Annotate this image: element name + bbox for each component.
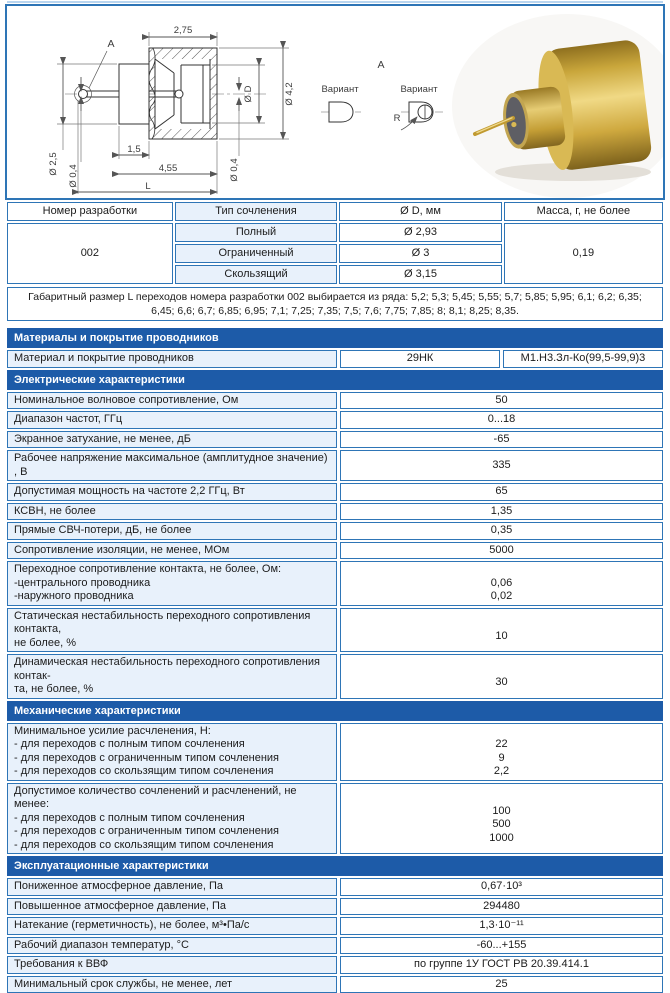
dim-1-5-label: 1,5 xyxy=(127,144,140,155)
spec-value-line xyxy=(345,563,658,577)
spec-label-line: - для переходов с ограниченным типом сочленения xyxy=(14,825,330,839)
section-view xyxy=(65,48,269,139)
table-row xyxy=(7,223,663,242)
callout-a-label: А xyxy=(107,38,114,50)
spec-value-cell: 335 xyxy=(340,450,663,481)
spec-value-cell: 0...18 xyxy=(340,411,663,429)
spec-label-line: - для переходов со скользящим типом сочленения xyxy=(14,839,330,853)
spec-value-cell: -60...+155 xyxy=(340,937,663,955)
spec-value-line: 22 xyxy=(345,738,658,752)
spec-label-line: -центрального проводника xyxy=(14,577,330,591)
spec-value-line: 30 xyxy=(345,676,658,690)
dim-4-55-label: 4,55 xyxy=(159,163,178,174)
spec-value-cell: по группе 1У ГОСТ РВ 20.39.414.1 xyxy=(340,956,663,974)
spec-value-cell: 5000 xyxy=(340,542,663,560)
dev-number-cell: 002 xyxy=(7,223,173,284)
technical-drawing-panel xyxy=(5,4,665,200)
spec-row xyxy=(7,392,663,410)
spec-label-cell xyxy=(7,608,337,653)
spec-label-line: Допустимое количество сочленений и расчленений, не менее: xyxy=(14,785,330,812)
spec-label-cell: Материал и покрытие проводников xyxy=(7,350,337,368)
dim-4-2-label: Ø 4,2 xyxy=(284,82,295,105)
spec-value-line xyxy=(345,725,658,739)
radius-label: R xyxy=(394,113,401,124)
spec-value-line: 1000 xyxy=(345,832,658,846)
spec-value-cell: 29НК xyxy=(340,350,500,368)
spec-value-line: 2,2 xyxy=(345,765,658,779)
spec-section-header: Материалы и покрытие проводников xyxy=(7,328,663,348)
diameter-cell: Ø 3,15 xyxy=(339,265,502,284)
spec-label-cell: Экранное затухание, не менее, дБ xyxy=(7,431,337,449)
variant-2-label: Вариант xyxy=(400,84,438,95)
spec-label-cell: КСВН, не более xyxy=(7,503,337,521)
spec-label-line: - для переходов с полным типом сочленения xyxy=(14,738,330,752)
spec-label-line: -наружного проводника xyxy=(14,590,330,604)
spec-label-cell: Номинальное волновое сопротивление, Ом xyxy=(7,392,337,410)
spec-label-line: Динамическая нестабильность переходного сопротивления контак- xyxy=(14,656,330,683)
spec-section-header: Эксплуатационные характеристики xyxy=(7,856,663,876)
spec-label-line: Минимальное усилие расчленения, Н: xyxy=(14,725,330,739)
spec-value-cell: 50 xyxy=(340,392,663,410)
spec-value-line: 0,02 xyxy=(345,590,658,604)
connector-photo xyxy=(452,14,663,198)
spec-label-cell xyxy=(7,723,337,781)
spec-label-cell xyxy=(7,654,337,699)
dim-d-label: Ø D xyxy=(243,85,254,102)
header-dev-number: Номер разработки xyxy=(7,202,173,221)
spec-value-cell xyxy=(340,561,663,606)
spec-row xyxy=(7,431,663,449)
spec-value-cell: 1,35 xyxy=(340,503,663,521)
spec-value-cell xyxy=(340,723,663,781)
spec-value-cell xyxy=(340,783,663,855)
spec-value-cell: 65 xyxy=(340,483,663,501)
spec-label-cell: Рабочее напряжение максимальное (амплитудное значение) , В xyxy=(7,450,337,481)
spec-value-cell: 25 xyxy=(340,976,663,993)
spec-value-line xyxy=(345,791,658,805)
spec-row xyxy=(7,522,663,540)
variants-table-header-row xyxy=(7,202,663,221)
spec-row xyxy=(7,608,663,653)
header-diameter: Ø D, мм xyxy=(339,202,502,221)
spec-value-cell: М1.Н3.Зл-Ко(99,5-99,9)3 xyxy=(503,350,663,368)
dim-0-4-right-label: Ø 0,4 xyxy=(229,158,240,181)
inner-contact-ball xyxy=(175,90,183,98)
view-a-label: А xyxy=(377,59,384,71)
spec-label-cell: Требования к ВВФ xyxy=(7,956,337,974)
header-mass: Масса, г, не более xyxy=(504,202,663,221)
spec-label-line: не более, % xyxy=(14,637,330,651)
spec-value-cell: 0,35 xyxy=(340,522,663,540)
spec-section-header: Механические характеристики xyxy=(7,701,663,721)
spec-row xyxy=(7,898,663,916)
spec-row xyxy=(7,450,663,481)
front-cylinder xyxy=(119,64,149,124)
variants-table xyxy=(5,200,665,286)
header-coupling-type: Тип сочленения xyxy=(175,202,338,221)
coupling-type-cell: Скользящий xyxy=(175,265,338,284)
spec-table xyxy=(7,328,663,993)
variant-1-label: Вариант xyxy=(321,84,359,95)
spec-value-line: 9 xyxy=(345,752,658,766)
spec-row xyxy=(7,483,663,501)
spec-label-cell: Допустимая мощность на частоте 2,2 ГГц, Вт xyxy=(7,483,337,501)
variant-1-shape xyxy=(329,102,353,122)
dim-2-75-label: 2,75 xyxy=(174,25,193,36)
spec-value-line xyxy=(345,663,658,677)
variant-views xyxy=(321,59,443,130)
spec-label-cell xyxy=(7,561,337,606)
spec-label-cell xyxy=(7,783,337,855)
spec-value-line: 0,06 xyxy=(345,577,658,591)
spec-label-line: - для переходов со скользящим типом сочленения xyxy=(14,765,330,779)
spec-value-line: 500 xyxy=(345,818,658,832)
spec-label-cell: Прямые СВЧ-потери, дБ, не более xyxy=(7,522,337,540)
spec-label-cell: Диапазон частот, ГГц xyxy=(7,411,337,429)
spec-row xyxy=(7,956,663,974)
spec-row xyxy=(7,561,663,606)
spec-row xyxy=(7,783,663,855)
spec-row xyxy=(7,542,663,560)
spec-value-line: 10 xyxy=(345,630,658,644)
spec-row xyxy=(7,976,663,993)
spec-label-cell: Сопротивление изоляции, не менее, МОм xyxy=(7,542,337,560)
spec-value-cell: 0,67·10³ xyxy=(340,878,663,896)
mass-cell: 0,19 xyxy=(504,223,663,284)
spec-value-cell: 1,3·10⁻¹¹ xyxy=(340,917,663,935)
dim-2-5-label: Ø 2,5 xyxy=(48,152,59,175)
spec-row xyxy=(7,411,663,429)
spec-row xyxy=(7,878,663,896)
page-top-accent-line xyxy=(7,1,663,3)
spec-label-cell: Рабочий диапазон температур, °С xyxy=(7,937,337,955)
spec-row xyxy=(7,723,663,781)
spec-row xyxy=(7,350,663,368)
spec-label-cell: Пониженное атмосферное давление, Па xyxy=(7,878,337,896)
spec-value-cell: 294480 xyxy=(340,898,663,916)
spec-label-line: Статическая нестабильность переходного сопротивления контакта, xyxy=(14,610,330,637)
center-pin xyxy=(83,91,119,97)
spec-label-line: - для переходов с полным типом сочленения xyxy=(14,812,330,826)
spec-label-line: та, не более, % xyxy=(14,683,330,697)
spec-row xyxy=(7,654,663,699)
spec-value-cell xyxy=(340,608,663,653)
spec-row xyxy=(7,937,663,955)
technical-drawing xyxy=(7,6,663,198)
coupling-type-cell: Ограниченный xyxy=(175,244,338,263)
spec-value-cell xyxy=(340,654,663,699)
spec-label-cell: Минимальный срок службы, не менее, лет xyxy=(7,976,337,993)
coupling-type-cell: Полный xyxy=(175,223,338,242)
diameter-cell: Ø 2,93 xyxy=(339,223,502,242)
spec-value-line: 100 xyxy=(345,805,658,819)
diameter-cell: Ø 3 xyxy=(339,244,502,263)
dimension-note-text: Габаритный размер L переходов номера разработки 002 выбирается из ряда: 5,2; 5,3; 5,45; 5,55; 5,7; 5,85; 5,95; 6,1; 6,2; 6,35; 6,45; 6,6; 6,7; 6,85; 6,95; 7,1; 7,25; 7,35; 7,5; 7,6; 7,75; 7,85; 8; 8,1; 8,25; 8,35. xyxy=(28,291,642,317)
spec-value-cell: -65 xyxy=(340,431,663,449)
spec-row xyxy=(7,917,663,935)
spec-value-line xyxy=(345,616,658,630)
spec-section-header: Электрические характеристики xyxy=(7,370,663,390)
spec-label-line: - для переходов с ограниченным типом сочленения xyxy=(14,752,330,766)
dimension-note xyxy=(7,287,663,321)
pin-ball-tip xyxy=(79,90,88,99)
spec-label-line: Переходное сопротивление контакта, не более, Ом: xyxy=(14,563,330,577)
spec-label-cell: Натекание (герметичность), не более, м³•Па/с xyxy=(7,917,337,935)
dim-l-label: L xyxy=(145,181,150,192)
spec-label-cell: Повышенное атмосферное давление, Па xyxy=(7,898,337,916)
dim-0-4-left-label: Ø 0,4 xyxy=(68,164,79,187)
spec-row xyxy=(7,503,663,521)
